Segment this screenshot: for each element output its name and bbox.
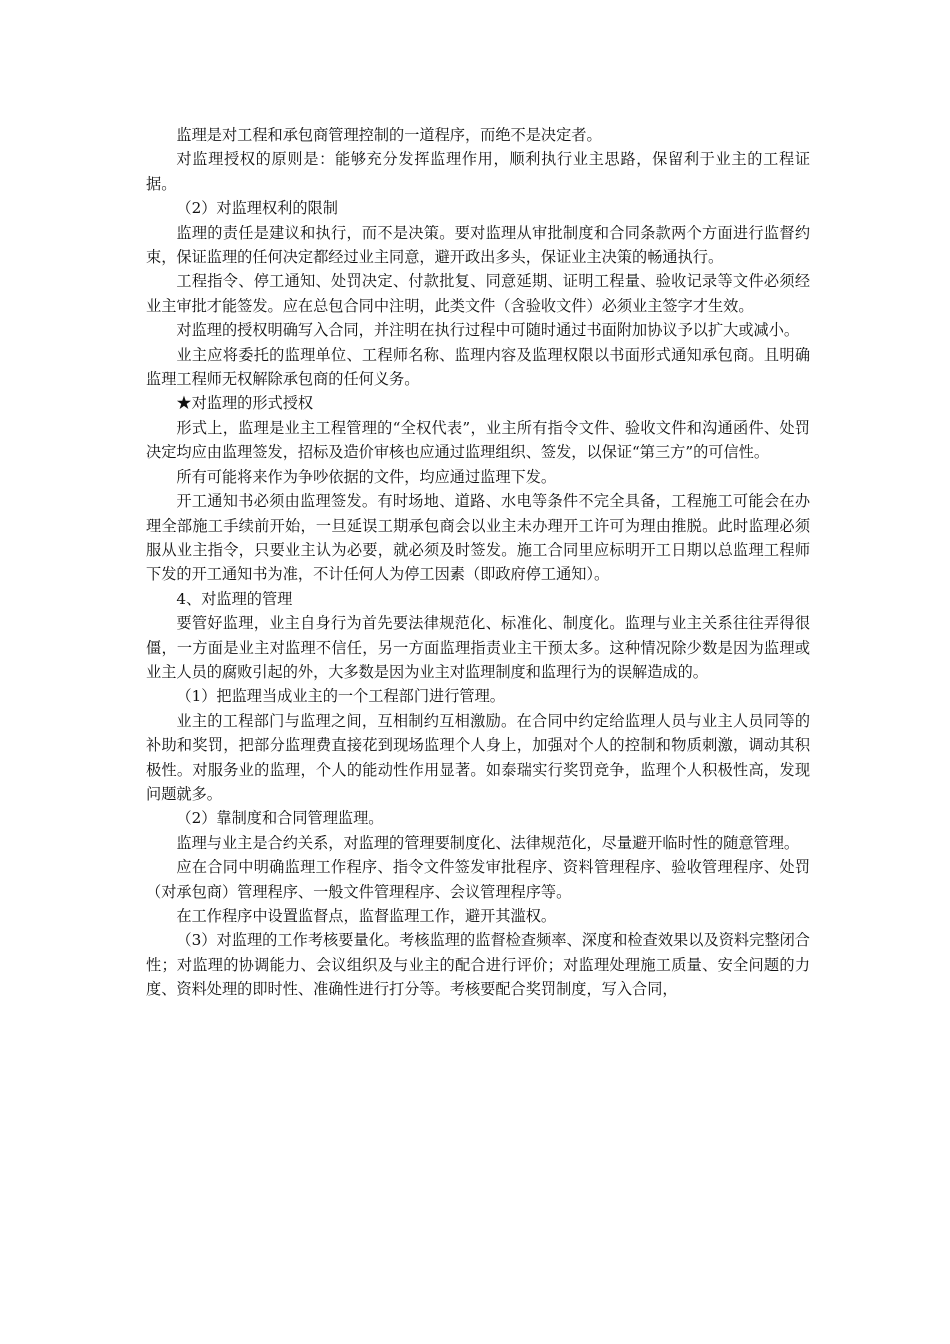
- paragraph: 监理是对工程和承包商管理控制的一道程序，而绝不是决定者。: [176, 126, 602, 144]
- paragraph: 形式上，监理是业主工程管理的“全权代表”，业主所有指令文件、验收文件和沟通函件、处罚决定均应由监理签发，招标及造价审核也应通过监理组织、签发，以保证“第三方”的可信性。: [146, 418, 810, 462]
- document-body: [146, 123, 810, 1002]
- section-heading: （2）对监理权利的限制: [176, 199, 338, 218]
- paragraph: 业主的工程部门与监理之间，互相制约互相激励。在合同中约定给监理人员与业主人员同等的补助和奖罚，把部分监理费直接花到现场监理个人身上，加强对个人的控制和物质刺激，调动其积极性。对服务业的监理，个人的能动性作用显著。如泰瑞实行奖罚竞争，监理个人积极性高，发现问题就多。: [146, 711, 810, 803]
- section-heading: （1）把监理当成业主的一个工程部门进行管理。: [176, 687, 505, 706]
- paragraph: 开工通知书必须由监理签发。有时场地、道路、水电等条件不完全具备，工程施工可能会在办理全部施工手续前开始，一旦延误工期承包商会以业主未办理开工许可为理由推脱。此时监理必须服从业主指令，只要业主认为必要，就必须及时签发。施工合同里应标明开工日期以总监理工程师下发的开工通知书为准，不计任何人为停工因素（即政府停工通知）。: [146, 492, 810, 584]
- paragraph: 监理的责任是建议和执行，而不是决策。要对监理从审批制度和合同条款两个方面进行监督约束，保证监理的任何决定都经过业主同意，避开政出多头，保证业主决策的畅通执行。: [146, 223, 810, 267]
- section-heading: 4、对监理的管理: [176, 589, 293, 608]
- paragraph: 所有可能将来作为争吵依据的文件，均应通过监理下发。: [176, 467, 557, 486]
- section-heading: ★对监理的形式授权: [176, 394, 314, 413]
- paragraph: 应在合同中明确监理工作程序、指令文件签发审批程序、资料管理程序、验收管理程序、处罚（对承包商）管理程序、一般文件管理程序、会议管理程序等。: [146, 858, 810, 901]
- paragraph: 在工作程序中设置监督点，监督监理工作，避开其滥权。: [176, 907, 557, 925]
- paragraph: 要管好监理，业主自身行为首先要法律规范化、标准化、制度化。监理与业主关系往往弄得很僵，一方面是业主对监理不信任，另一方面监理指责业主干预太多。这种情况除少数是因为监理或业主人员的腐败引起的外，大多数是因为业主对监理制度和监理行为的误解造成的。: [146, 614, 810, 681]
- paragraph: 工程指令、停工通知、处罚决定、付款批复、同意延期、证明工程量、验收记录等文件必须经业主审批才能签发。应在总包合同中注明，此类文件（含验收文件）必须业主签字才生效。: [146, 272, 810, 315]
- paragraph: 对监理授权的原则是：能够充分发挥监理作用，顺利执行业主思路，保留利于业主的工程证据。: [146, 150, 810, 193]
- section-heading: （2）靠制度和合同管理监理。: [176, 809, 384, 828]
- paragraph: （3）对监理的工作考核要量化。考核监理的监督检查频率、深度和检查效果以及资料完整闭合性；对监理的协调能力、会议组织及与业主的配合进行评价；对监理处理施工质量、安全问题的力度、资料处理的即时性、准确性进行打分等。考核要配合奖罚制度，写入合同，: [146, 931, 810, 999]
- paragraph: 对监理的授权明确写入合同，并注明在执行过程中可随时通过书面附加协议予以扩大或减小。: [176, 321, 800, 340]
- paragraph: 监理与业主是合约关系，对监理的管理要制度化、法律规范化，尽量避开临时性的随意管理。: [176, 833, 800, 852]
- paragraph: 业主应将委托的监理单位、工程师名称、监理内容及监理权限以书面形式通知承包商。且明确监理工程师无权解除承包商的任何义务。: [146, 345, 810, 389]
